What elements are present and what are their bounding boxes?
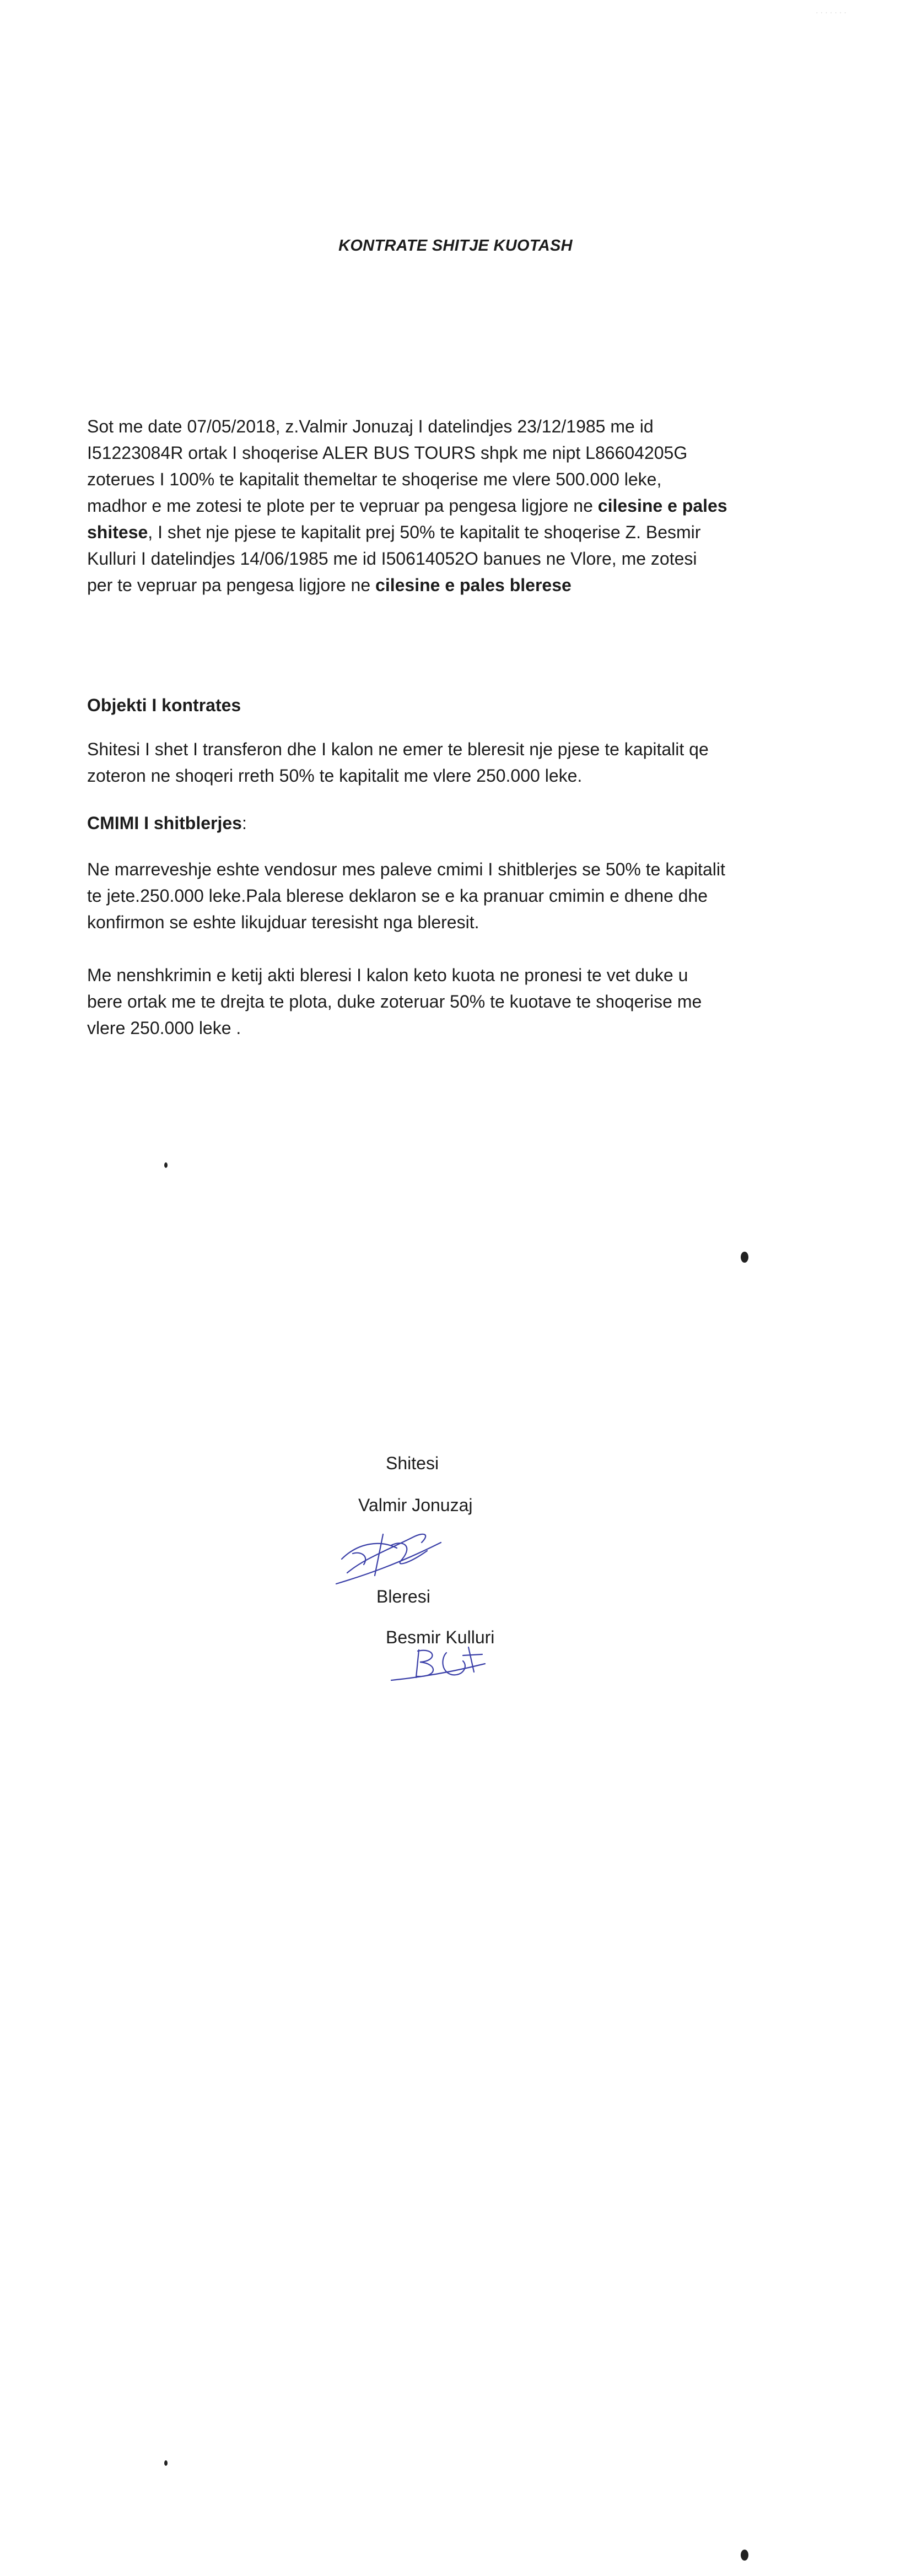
buyer-name: Besmir Kulluri <box>386 1627 495 1647</box>
nenshkrim-paragraph: Me nenshkrimin e ketij akti bleresi I kalon keto kuota ne pronesi te vet duke u bere ortak me te drejta te plota, duke zoteruar 50% te kuotave te shoqerise me vlere 250.000 leke . <box>87 965 702 1038</box>
intro-text-segment: , I shet nje pjese te kapitalit prej 50% te kapitalit te shoqerise Z. Besmir Kulluri I datelindjes 14/06/1985 me id I50614052O banues ne Vlore, me zotesi per te vepruar pa pengesa ligjore ne <box>87 522 701 595</box>
ink-speck <box>164 1162 168 1168</box>
intro-text-segment: Sot me date 07/05/2018, z.Valmir Jonuzaj I datelindjes 23/12/1985 me id I51223084R ortak I shoqerise ALER BUS TOURS shpk me nipt L86604205G zoterues I 100% te kapitalit themeltar te shoqerise me vlere 500.000 leke, madhor e me zotesi te plote per te vepruar pa pengesa ligjore ne <box>87 416 688 516</box>
seller-signature <box>331 1520 446 1592</box>
cmimi-heading-colon: : <box>241 813 247 833</box>
ink-speck <box>741 1252 748 1263</box>
scan-artifact: · · · · · · · <box>816 8 847 17</box>
ink-speck <box>741 2550 748 2561</box>
document-title: KONTRATE SHITJE KUOTASH <box>338 237 573 255</box>
objekti-heading: Objekti I kontrates <box>87 695 241 715</box>
intro-bold-segment: cilesine e pales shitese <box>87 496 727 542</box>
objekti-paragraph: Shitesi I shet I transferon dhe I kalon ne emer te bleresit nje pjese te kapitalit qe zoteron ne shoqeri rreth 50% te kapitalit me vlere 250.000 leke. <box>87 739 709 786</box>
buyer-signature <box>386 1639 496 1689</box>
intro-paragraph <box>87 413 815 598</box>
seller-name: Valmir Jonuzaj <box>358 1495 473 1515</box>
buyer-label: Bleresi <box>376 1587 430 1606</box>
cmimi-heading <box>87 813 247 834</box>
seller-label: Shitesi <box>386 1453 439 1473</box>
cmimi-heading-bold: CMIMI I shitblerjes <box>87 813 242 833</box>
ink-speck <box>164 2460 168 2466</box>
intro-bold-segment: cilesine e pales blerese <box>375 575 572 595</box>
cmimi-paragraph: Ne marreveshje eshte vendosur mes paleve cmimi I shitblerjes se 50% te kapitalit te jete.250.000 leke.Pala blerese deklaron se e ka pranuar cmimin e dhene dhe konfirmon se eshte likujduar teresisht nga bleresit. <box>87 859 725 932</box>
